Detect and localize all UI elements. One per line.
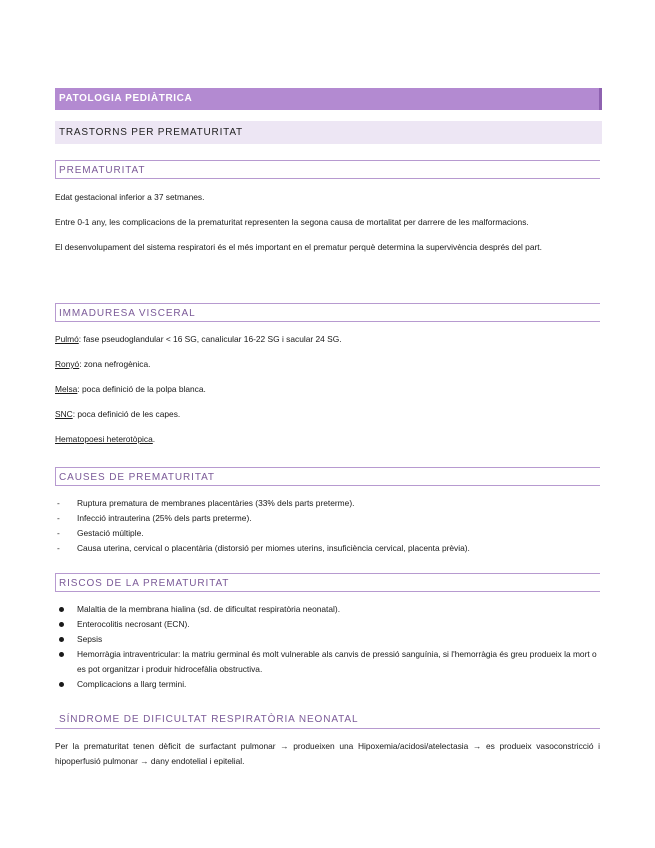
organ-term: SNC: [55, 409, 73, 419]
list-item: - Gestació múltiple.: [55, 526, 600, 541]
organ-term: Pulmó: [55, 334, 79, 344]
organ-text: : poca definició de la polpa blanca.: [77, 384, 206, 394]
section-heading: PREMATURITAT: [55, 160, 600, 179]
organ-item: [55, 382, 600, 397]
section-immaduresa-visceral: [55, 303, 600, 447]
list-item: - Infecció intrauterina (25% dels parts preterme).: [55, 511, 600, 526]
section-riscos: [55, 573, 600, 692]
organ-text: : zona nefrogènica.: [79, 359, 151, 369]
section-prematuritat: [55, 160, 600, 255]
paragraph: Edat gestacional inferior a 37 setmanes.: [55, 192, 205, 202]
section-heading: IMMADURESA VISCERAL: [55, 303, 600, 322]
list-item: - Ruptura prematura de membranes placentàries (33% dels parts preterme).: [55, 496, 600, 511]
section-heading: CAUSES DE PREMATURITAT: [55, 467, 600, 486]
organ-text: : fase pseudoglandular < 16 SG, canalicular 16-22 SG i sacular 24 SG.: [78, 334, 342, 344]
riscos-list: [55, 602, 600, 692]
organ-item: [55, 332, 600, 347]
paragraph: Per la prematuritat tenen dèficit de surfactant pulmonar → produeixen una Hipoxemia/acidosi/atelectasia → es produeix vasoconstricció i hipoperfusió pulmonar → dany endotelial i epitelial.: [55, 741, 600, 766]
section-heading: SÍNDROME DE DIFICULTAT RESPIRATÒRIA NEONATAL: [55, 710, 600, 729]
list-item: Enterocolitis necrosant (ECN).: [55, 617, 600, 632]
list-item: - Causa uterina, cervical o placentària (distorsió per miomes uterins, insuficiència cervical, placenta prèvia).: [55, 541, 600, 556]
section-sindrome: [55, 710, 600, 769]
organ-term: Ronyó: [55, 359, 80, 369]
organ-item: [55, 407, 600, 422]
organ-term: Hematopoesi heterotòpica: [55, 434, 153, 444]
organ-term: Melsa: [55, 384, 78, 394]
organ-item: [55, 432, 600, 447]
causes-list: [55, 496, 600, 556]
organ-text: : poca definició de les capes.: [72, 409, 181, 419]
organ-text: .: [152, 434, 156, 444]
paragraph: El desenvolupament del sistema respiratori és el més important en el prematur perquè determina la supervivència després del part.: [55, 242, 542, 252]
section-heading: RISCOS DE LA PREMATURITAT: [55, 573, 600, 592]
page-title: PATOLOGIA PEDIÀTRICA: [55, 88, 602, 110]
list-item: Malaltia de la membrana hialina (sd. de dificultat respiratòria neonatal).: [55, 602, 600, 617]
list-item: Hemorràgia intraventricular: la matriu germinal és molt vulnerable als canvis de pressió sanguínia, si l'hemorràgia és greu produeix la mort o es pot organitzar i produir hidrocefàlia obstructiva.: [55, 647, 600, 677]
list-item: Sepsis: [55, 632, 600, 647]
section-causes: [55, 467, 600, 556]
page-subtitle: TRASTORNS PER PREMATURITAT: [55, 121, 602, 144]
organ-item: [55, 357, 600, 372]
paragraph: Entre 0-1 any, les complicacions de la prematuritat representen la segona causa de mortalitat per darrere de les malformacions.: [55, 217, 529, 227]
list-item: Complicacions a llarg termini.: [55, 677, 600, 692]
